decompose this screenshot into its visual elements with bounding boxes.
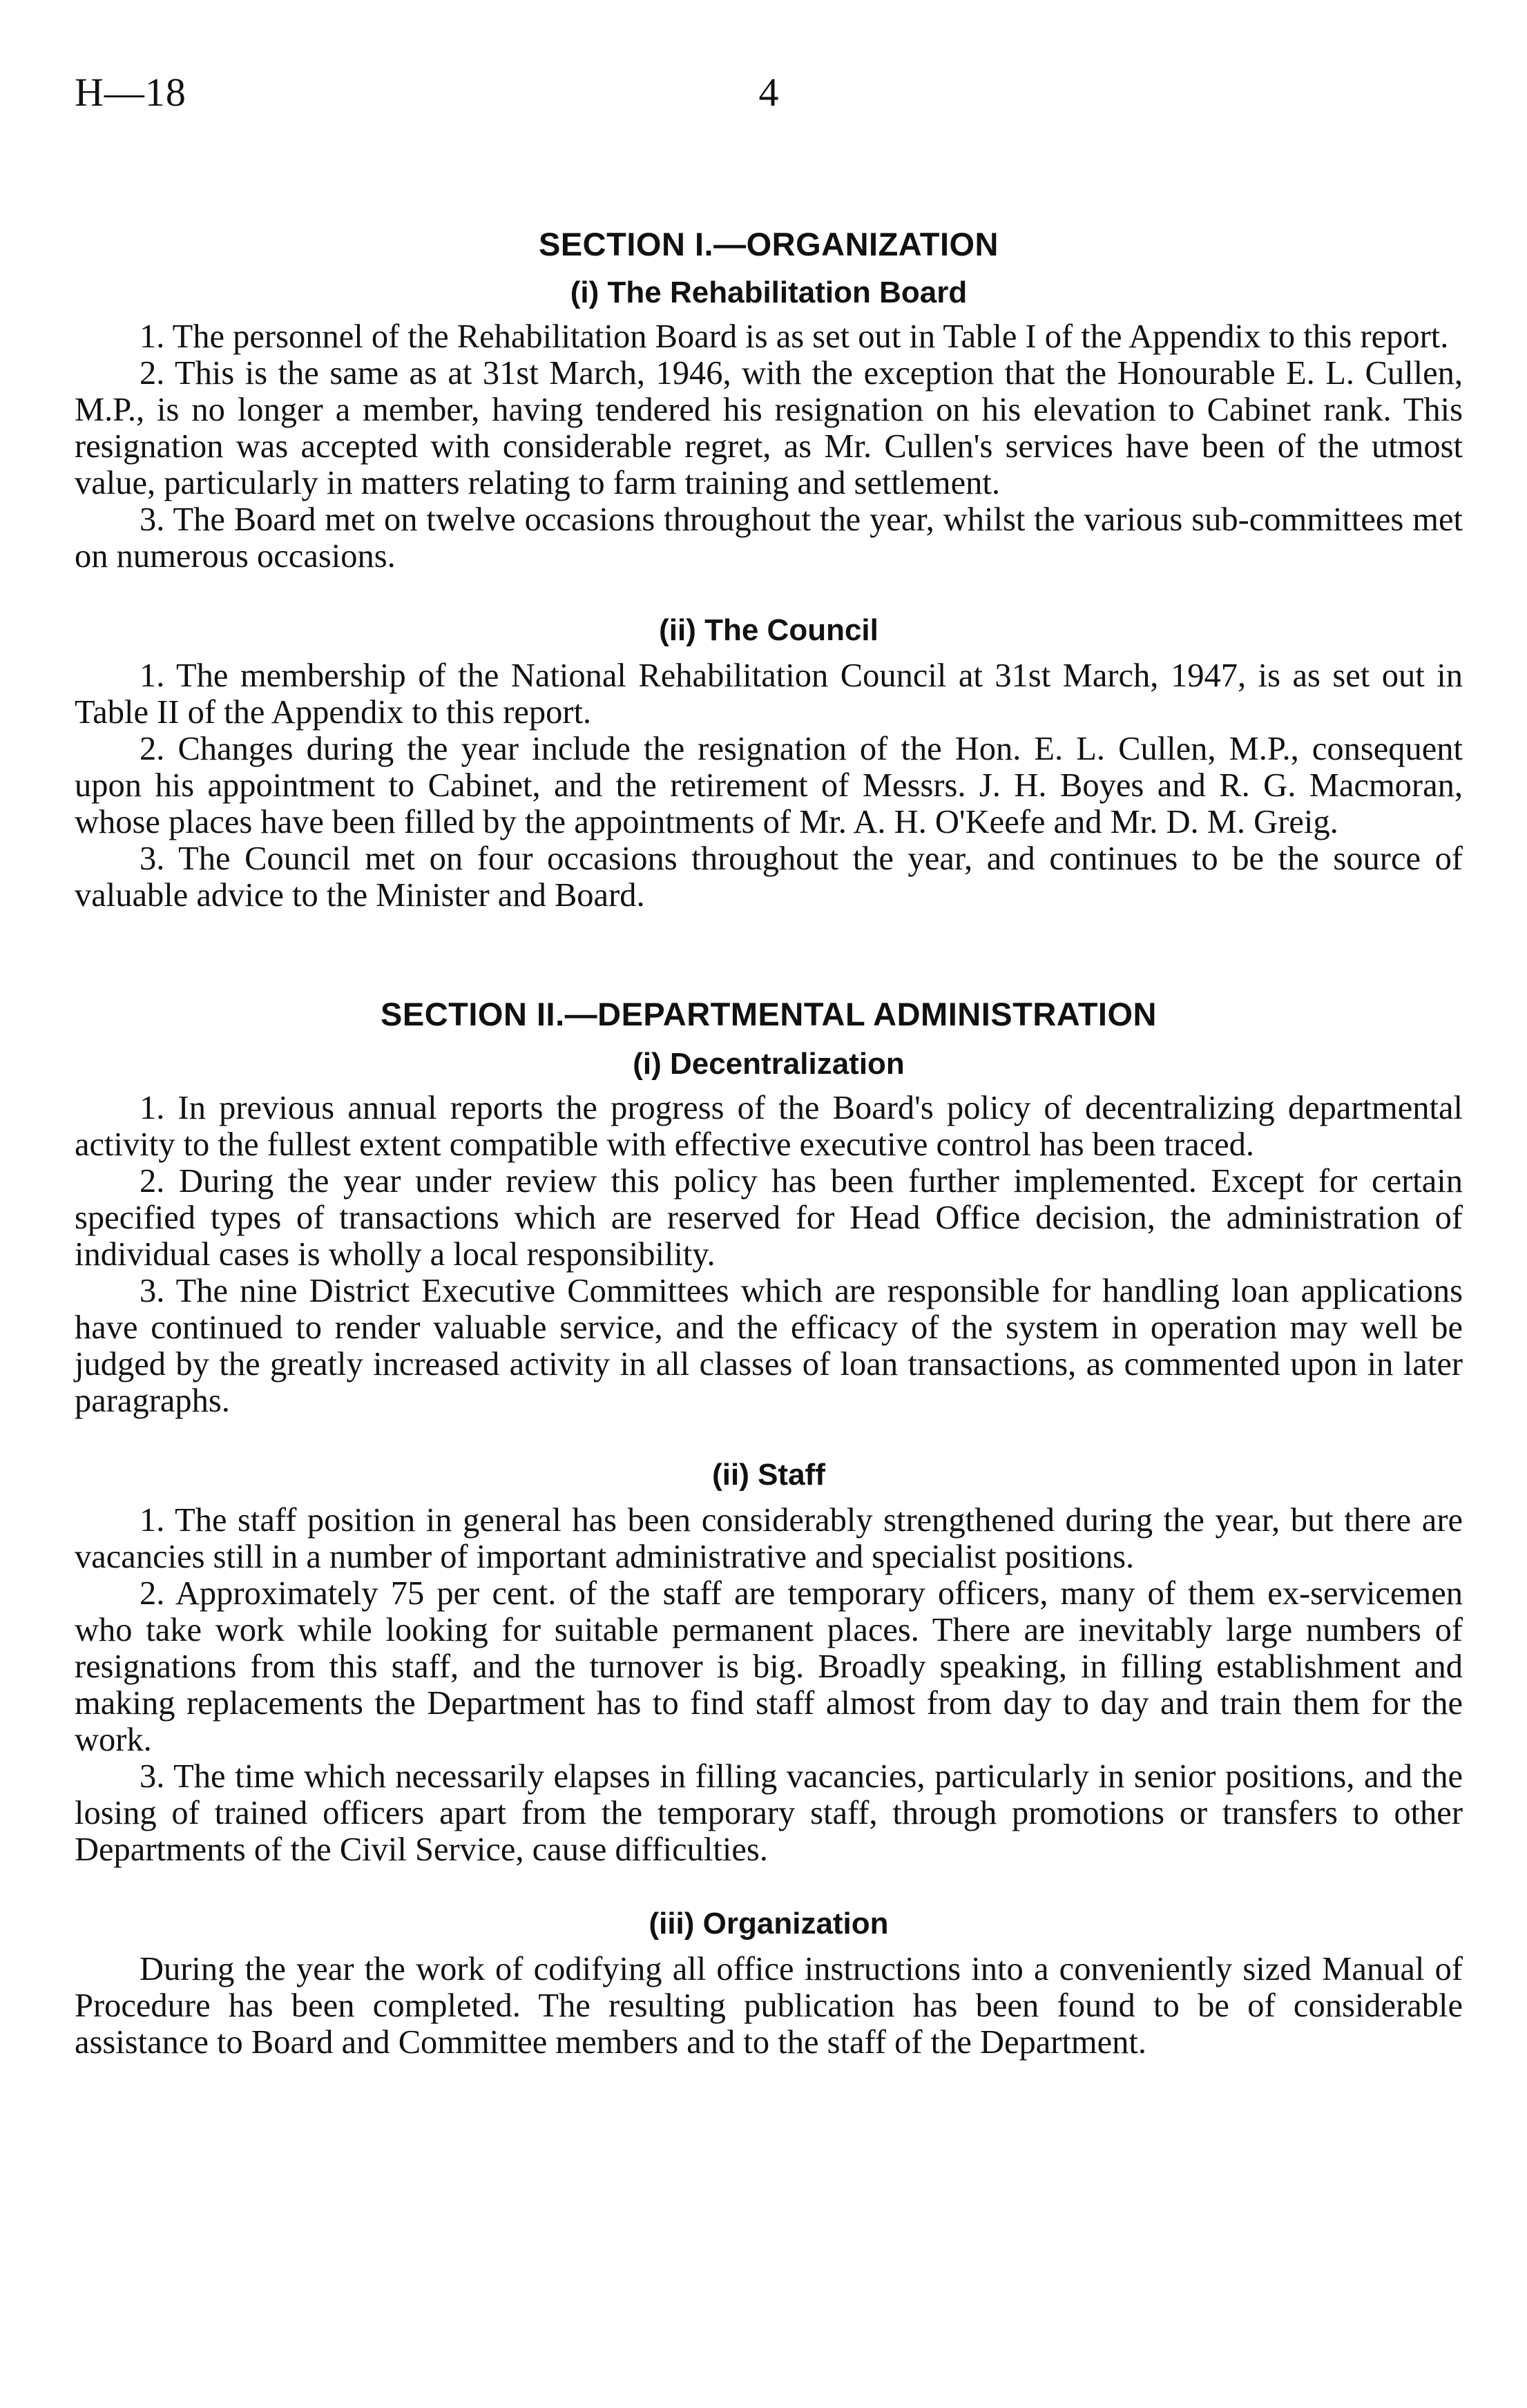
paragraph: 3. The Board met on twelve occasions throughout the year, whilst the various sub-committees met on numerous occasions. [75, 501, 1463, 575]
section-1-sub-1-heading: (i) The Rehabilitation Board [570, 276, 968, 309]
paragraph: During the year the work of codifying all office instructions into a conveniently sized Manual of Procedure has been completed. The resulting publication has been found to be of considerable assistance to Board and Committee members and to the staff of the Department. [75, 1951, 1463, 2061]
paragraph: 2. Changes during the year include the resignation of the Hon. E. L. Cullen, M.P., consequent upon his appointment to Cabinet, and the retirement of Messrs. J. H. Boyes and R. G. Macmoran, whose places have been filled by the appointments of Mr. A. H. O'Keefe and Mr. D. M. Greig. [75, 731, 1463, 840]
page-number: 4 [758, 70, 779, 115]
section-1-sub-2-heading: (ii) The Council [659, 613, 878, 647]
paragraph: 3. The Council met on four occasions throughout the year, and continues to be the source of valuable advice to the Minister and Board. [75, 840, 1463, 914]
paragraph: 2. Approximately 75 per cent. of the staff are temporary officers, many of them ex-servicemen who take work while looking for suitable permanent places. There are inevitably large numbers of resignations from this staff, and the turnover is big. Broadly speaking, in filling establishment and making replacements the Department has to find staff almost from day to day and train them for the work. [75, 1575, 1463, 1758]
paragraph: 1. The membership of the National Rehabilitation Council at 31st March, 1947, is as set out in Table II of the Appendix to this report. [75, 657, 1463, 731]
section-2-sub-2-heading: (ii) Staff [712, 1458, 825, 1492]
paragraph: 2. During the year under review this policy has been further implemented. Except for certain specified types of transactions which are reserved for Head Office decision, the administration of individual cases is wholly a local responsibility. [75, 1163, 1463, 1273]
paragraph: 1. The staff position in general has been considerably strengthened during the year, but there are vacancies still in a number of important administrative and specialist positions. [75, 1502, 1463, 1575]
document-page [75, 69, 1463, 2061]
paragraph: 1. The personnel of the Rehabilitation Board is as set out in Table I of the Appendix to this report. [140, 318, 1449, 355]
section-1-title: SECTION I.—ORGANIZATION [538, 226, 999, 262]
paragraph: 2. This is the same as at 31st March, 1946, with the exception that the Honourable E. L. Cullen, M.P., is no longer a member, having tendered his resignation on his elevation to Cabinet rank. This resignation was accepted with considerable regret, as Mr. Cullen's services have been of the utmost value, particularly in matters relating to farm training and settlement. [75, 355, 1463, 501]
section-2-sub-3-heading: (iii) Organization [649, 1907, 889, 1940]
paragraph: 3. The time which necessarily elapses in filling vacancies, particularly in senior positions, and the losing of trained officers apart from the temporary staff, through promotions or transfers to other Departments of the Civil Service, cause difficulties. [75, 1758, 1463, 1868]
section-2-title: SECTION II.—DEPARTMENTAL ADMINISTRATION [381, 996, 1157, 1032]
running-header [75, 69, 1463, 128]
paragraph: 1. In previous annual reports the progress of the Board's policy of decentralizing departmental activity to the fullest extent compatible with effective executive control has been traced. [75, 1090, 1463, 1163]
document-reference: H—18 [75, 70, 186, 115]
paragraph: 3. The nine District Executive Committees which are responsible for handling loan applications have continued to render valuable service, and the efficacy of the system in operation may well be judged by the greatly increased activity in all classes of loan transactions, as commented upon in later paragraphs. [75, 1273, 1463, 1419]
section-2-sub-1-heading: (i) Decentralization [633, 1047, 905, 1081]
